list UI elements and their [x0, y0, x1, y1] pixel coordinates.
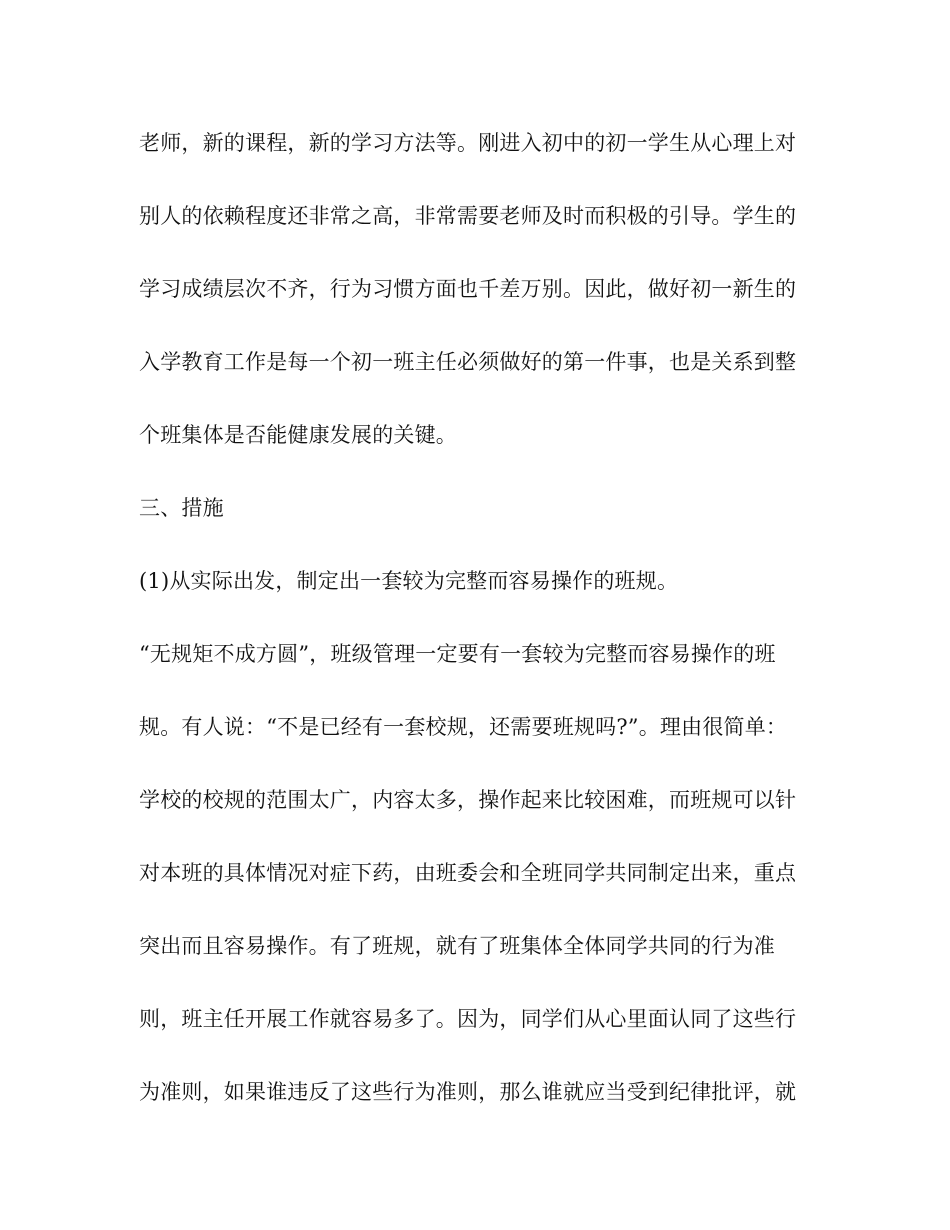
paragraph-line: 规。有人说：“不是已经有一套校规，还需要班规吗?”。理由很简单： — [139, 715, 788, 739]
paragraph-line: 入学教育工作是每一个初一班主任必须做好的第一件事，也是关系到整 — [139, 350, 797, 374]
paragraph-line: 别人的依赖程度还非常之高，非常需要老师及时而积极的引导。学生的 — [139, 204, 797, 228]
paragraph-line: 对本班的具体情况对症下药，由班委会和全班同学共同制定出来，重点 — [139, 861, 797, 885]
paragraph-line: “无规矩不成方圆”，班级管理一定要有一套较为完整而容易操作的班 — [139, 642, 776, 666]
paragraph-line: 个班集体是否能健康发展的关键。 — [139, 423, 457, 447]
paragraph-line: 老师，新的课程，新的学习方法等。刚进入初中的初一学生从心理上对 — [139, 131, 797, 155]
paragraph-line: 突出而且容易操作。有了班规，就有了班集体全体同学共同的行为准 — [139, 934, 775, 958]
section-heading: 三、措施 — [139, 496, 224, 520]
subsection-heading: (1)从实际出发，制定出一套较为完整而容易操作的班规。 — [139, 569, 679, 593]
paragraph-line: 学习成绩层次不齐，行为习惯方面也千差万别。因此，做好初一新生的 — [139, 277, 797, 301]
paragraph-line: 学校的校规的范围太广，内容太多，操作起来比较困难，而班规可以针 — [139, 788, 797, 812]
paragraph-line: 则，班主任开展工作就容易多了。因为，同学们从心里面认同了这些行 — [139, 1007, 797, 1031]
paragraph-line: 为准则，如果谁违反了这些行为准则，那么谁就应当受到纪律批评，就 — [139, 1080, 797, 1104]
